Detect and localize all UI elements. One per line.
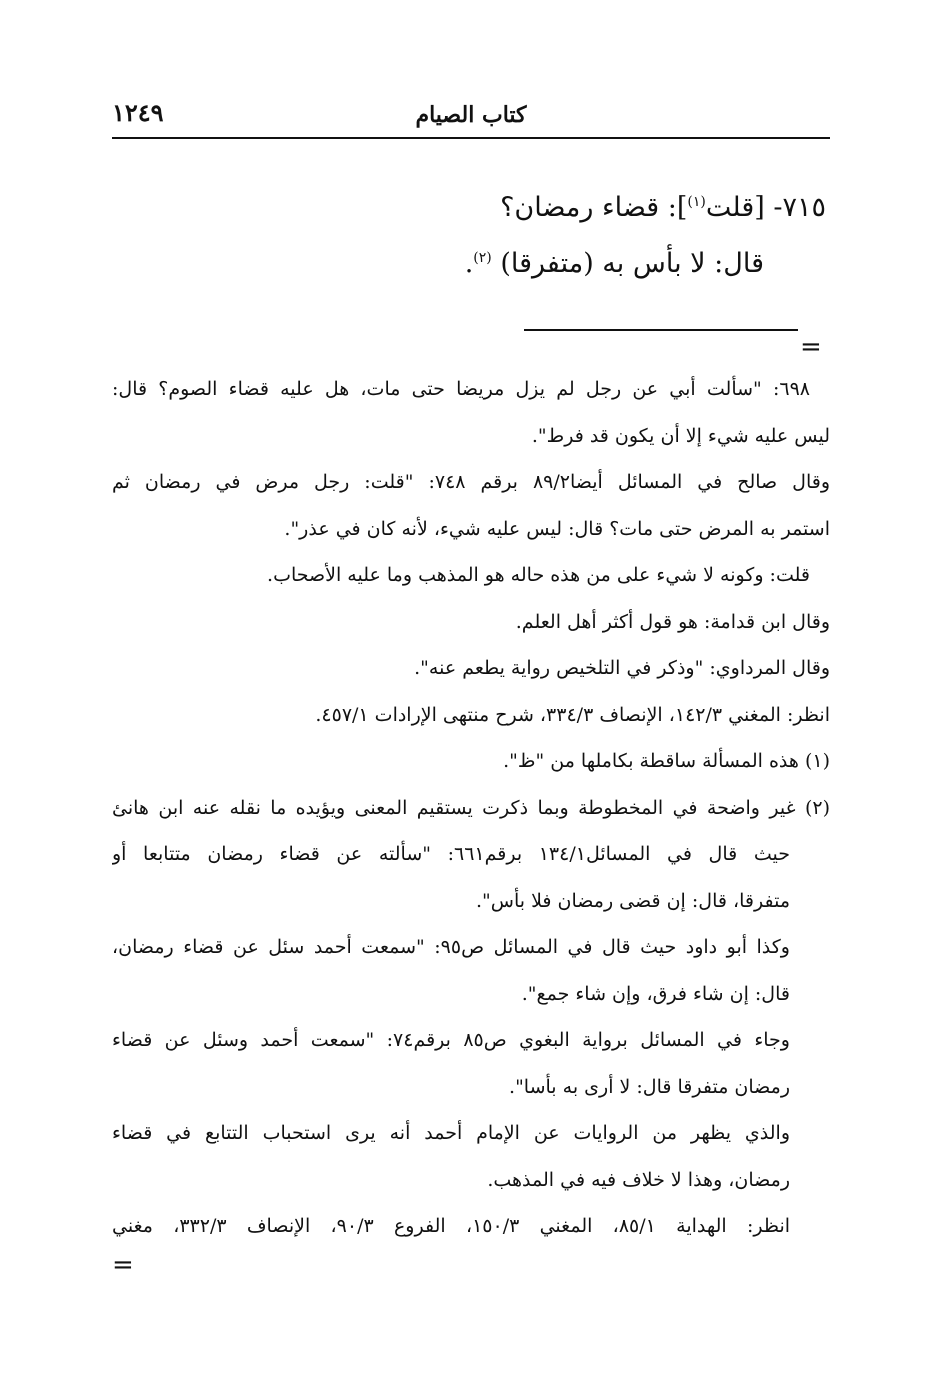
footnote-line: حيث قال في المسائل١٣٤/١ برقم٦٦١: "سألته عن قضاء رمضان متتابعا أو [112,843,790,865]
header-rule [112,137,830,139]
footnote-line: وقال صالح في المسائل أيضا٨٩/٢ برقم ٧٤٨: "قلت: رجل مرض في رمضان ثم [112,471,830,493]
footnote-line: والذي يظهر من الروايات عن الإمام أحمد أنه يرى استحباب التتابع في قضاء [112,1122,790,1144]
footnote-line: ليس عليه شيء إلا أن يكون قد فرط". [531,424,830,447]
answer-period: . [464,248,474,279]
footnote-ref-1: (١) [687,194,706,210]
footnote-line: وقال المرداوي: "وذكر في التلخيص رواية يطعم عنه". [414,657,830,679]
footnote-line: رمضان متفرقا قال: لا أرى به بأسا". [509,1075,790,1098]
footnote-2: (٢) غير واضحة في المخطوطة وبما ذكرت يستقيم المعنى ويؤيده ما نقله عنه ابن هانئ [112,796,830,819]
answer-text: قال: لا بأس به (متفرقا) [500,248,764,279]
footnote-line: ٦٩٨: "سألت أبي عن رجل لم يزل مريضا حتى مات، هل عليه قضاء الصوم؟ قال: [112,378,810,400]
question-prefix: ٧١٥- [قلت [705,192,826,223]
continuation-mark-bottom: = [112,1250,134,1280]
footnote-line: وجاء في المسائل برواية البغوي ص٨٥ برقم٧٤: "سمعت أحمد وسئل عن قضاء [112,1029,790,1051]
continuation-mark-top: = [800,332,822,362]
footnotes [112,366,830,1250]
footnote-separator [524,329,798,331]
footnote-line: انظر: الهداية ٨٥/١، المغني ١٥٠/٣، الفروع ٩٠/٣، الإنصاف ٣٣٢/٣، مغني [112,1215,791,1237]
footnote-1: (١) هذه المسألة ساقطة بكاملها من "ظ". [503,750,830,772]
page-header [112,96,830,136]
footnote-ref-2: (٢) [473,250,492,266]
question-line [126,180,826,236]
footnote-line: وكذا أبو داود حيث قال في المسائل ص٩٥: "سمعت أحمد سئل عن قضاء رمضان، [112,936,790,958]
page-number: ١٢٤٩ [112,98,164,127]
footnote-line: متفرقا، قال: إن قضى رمضان فلا بأس". [476,889,790,912]
question-text: ]: قضاء رمضان؟ [500,192,688,223]
main-text [126,180,826,292]
footnote-line: رمضان، وهذا لا خلاف فيه في المذهب. [487,1168,790,1191]
running-title: كتاب الصيام [415,102,527,128]
footnote-line: وقال ابن قدامة: هو قول أكثر أهل العلم. [515,610,830,633]
footnote-line: استمر به المرض حتى مات؟ قال: ليس عليه شيء، لأنه كان في عذر". [284,517,830,540]
footnote-line: قلت: وكونه لا شيء على من هذه حاله هو المذهب وما عليه الأصحاب. [267,564,810,586]
answer-line [126,236,826,292]
footnote-line: قال: إن شاء فرق، وإن شاء جمع". [521,982,790,1005]
footnote-line: انظر: المغني ١٤٢/٣، الإنصاف ٣٣٤/٣، شرح منتهى الإرادات ٤٥٧/١. [315,703,830,726]
